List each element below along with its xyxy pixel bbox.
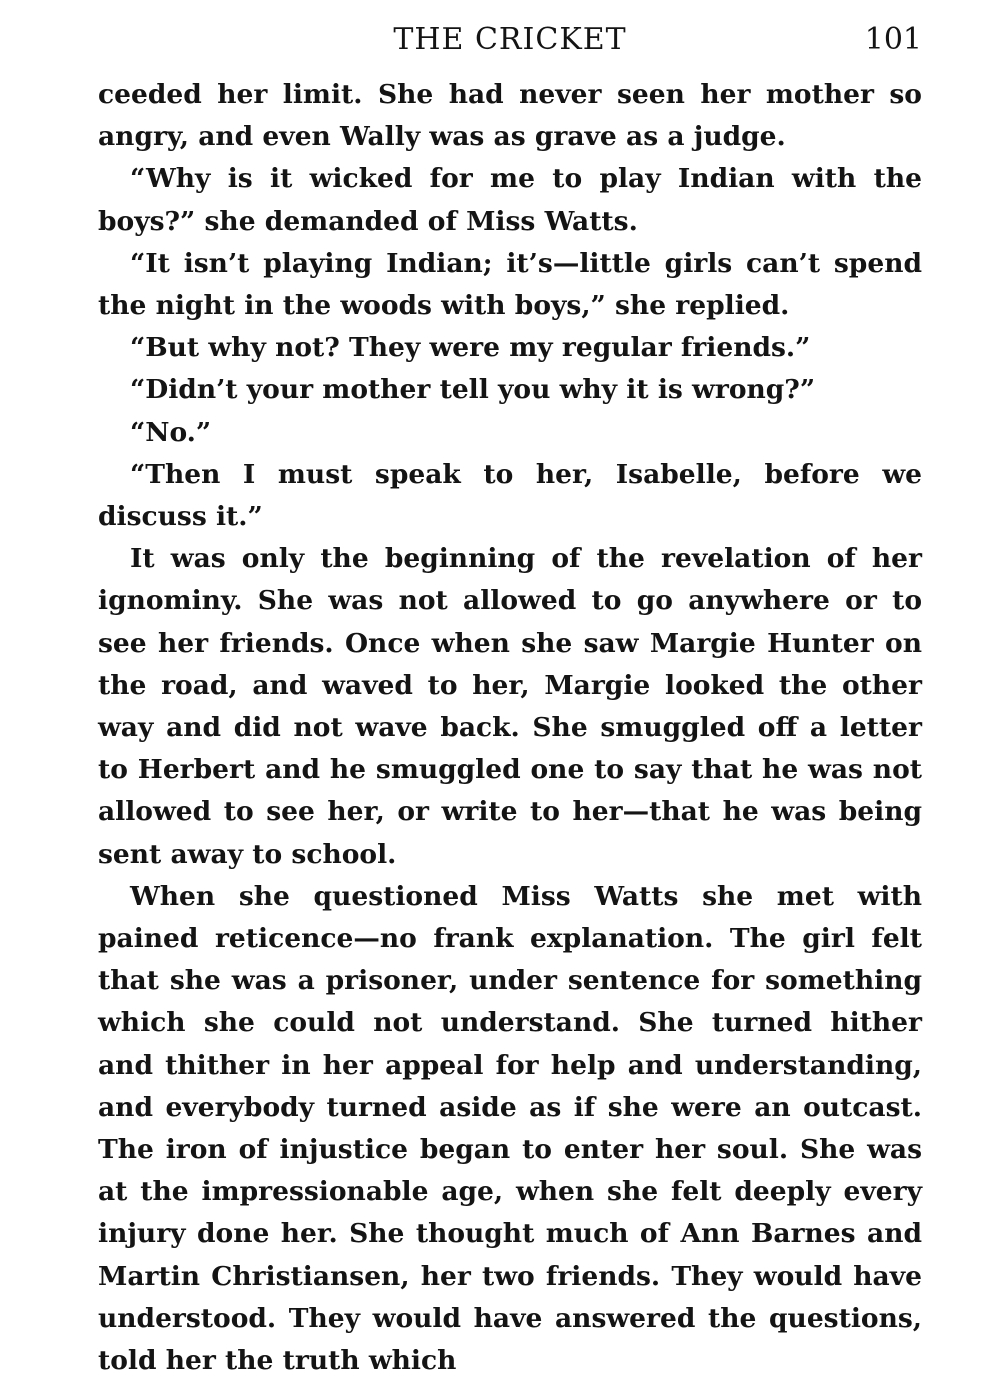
paragraph-continued: ceeded her limit. She had never seen her mother so angry, and even Wally was as grave as a judge. (98, 79, 922, 153)
paragraph: When she questioned Miss Watts she met with pained reticence—no frank explanation. The girl felt that she was a prisoner, under sentence for something which she could not understand. She turned hither and thither in her appeal for help and understanding, and everybody turned aside as if she were an outcast. The iron of injustice began to enter her soul. She was at the impressionable age, when she felt deeply every injury done her. She thought much of Ann Barnes and Martin Christiansen, her two friends. They would have understood. They would have answered the questions, told her the truth which (98, 880, 922, 1377)
paragraph: “But why not? They were my regular friends.” (130, 332, 811, 364)
page-number: 101 (864, 22, 922, 57)
paragraph: “Didn’t your mother tell you why it is wrong?” (130, 374, 816, 406)
paragraph: “It isn’t playing Indian; it’s—little girls can’t spend the night in the woods with boys,” she replied. (98, 247, 922, 322)
body-text (98, 74, 922, 1382)
running-title: THE CRICKET (393, 22, 627, 57)
paragraph: It was only the beginning of the revelation of her ignominy. She was not allowed to go anywhere or to see her friends. Once when she saw Margie Hunter on the road, and waved to her, Margie looked the other way and did not wave back. She smuggled off a letter to Herbert and he smuggled one to say that he was not allowed to see her, or write to her—that he was being sent away to school. (98, 543, 922, 870)
paragraph: “Then I must speak to her, Isabelle, before we discuss it.” (98, 458, 922, 533)
paragraph: “Why is it wicked for me to play Indian with the boys?” she demanded of Miss Watts. (98, 163, 922, 237)
paragraph: “No.” (130, 416, 212, 448)
running-head (98, 20, 922, 62)
